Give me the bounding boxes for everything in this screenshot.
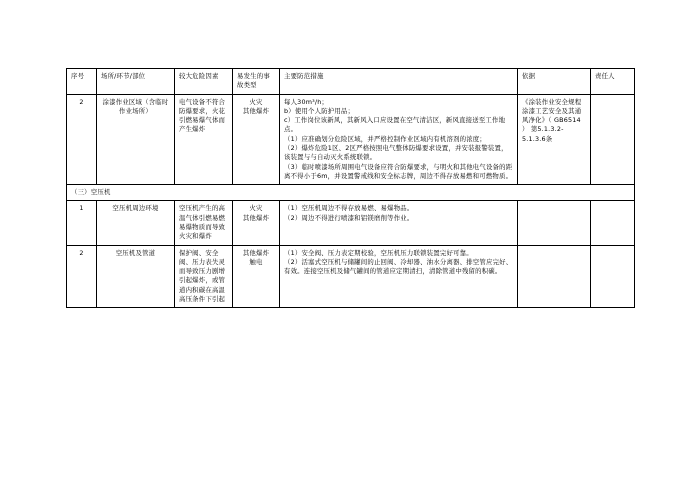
table-row: [67, 245, 635, 308]
table-section-row: [67, 185, 635, 201]
column-header-no: 序号: [67, 69, 97, 95]
cell-measures: 每人30m³/h； b）使用个人防护用品； c）工作岗位该新风，其新风入口应设置在空气清洁区，新风直接送至工作地点。 （1）应准确划分危险区域，并严格控制作业区域内有机溶剂的浓度； （2）爆炸危险1区、2区严格按照电气整体防爆要求设置，并安装报警装置，该装置与与自动灭火系统联锁。 （3）临时喷漆场所周围电气设备应符合防爆要求，与明火和其他电气设备的距离不得小于6m，并设置警戒线和安全标志牌，周边不得存放易燃和可燃物质。: [280, 94, 518, 185]
cell-no: 1: [67, 201, 97, 245]
cell-responsible-person: [591, 94, 635, 185]
cell-basis: [518, 201, 591, 245]
column-header-basis: 依据: [518, 69, 591, 95]
table-body: [67, 94, 635, 308]
cell-basis: 《涂装作业安全规程 涂漆工艺安全及其通风净化》（ GB6514 ） 第5.1.3.2-5.1.3.6条: [518, 94, 591, 185]
column-header-person: 责任人: [591, 69, 635, 95]
cell-measures: （1）安全阀、压力表定期校验，空压机压力联锁装置完好可靠。 （2）活塞式空压机与储罐间的止回阀、冷却器、油水分离器、排空管应完好、有效。连接空压机及储气罐间的管道应定期清扫，清除管道中残留的积碳。: [280, 245, 518, 308]
risk-control-table: [66, 68, 635, 308]
cell-no: 2: [67, 94, 97, 185]
cell-hazard: 保护阀、安全阀、压力表失灵而导致压力剧增引起爆炸，或管道内积碳在高温高压条件下引起: [175, 245, 233, 308]
cell-hazard: 空压机产生的高温气体引燃易燃易爆物质而导致火灾和爆炸: [175, 201, 233, 245]
section-title: （三）空压机: [67, 185, 635, 201]
column-header-hazard: 较大危险因素: [175, 69, 233, 95]
cell-responsible-person: [591, 201, 635, 245]
cell-basis: [518, 245, 591, 308]
cell-accident-type: 火灾 其他爆炸: [233, 201, 280, 245]
table-header-row: [67, 69, 635, 95]
table-header: [67, 69, 635, 95]
column-header-measures: 主要防范措施: [280, 69, 518, 95]
column-header-accident-type: 易发生的事故类型: [233, 69, 280, 95]
cell-accident-type: 其他爆炸 触电: [233, 245, 280, 308]
table-row: [67, 94, 635, 185]
column-header-place: 场所/环节/部位: [97, 69, 175, 95]
cell-place: 空压机及管道: [97, 245, 175, 308]
cell-place: 空压机周边环境: [97, 201, 175, 245]
cell-measures: （1）空压机周边不得存放易燃、易爆物品。 （2）周边不得进行喷漆和铝镁磨削等作业。: [280, 201, 518, 245]
table-row: [67, 201, 635, 245]
cell-no: 2: [67, 245, 97, 308]
cell-accident-type: 火灾 其他爆炸: [233, 94, 280, 185]
cell-hazard: 电气设备不符合防爆要求，火花引燃易爆气体而产生爆炸: [175, 94, 233, 185]
cell-responsible-person: [591, 245, 635, 308]
cell-place: 涂漆作业区域（含临时作业场所）: [97, 94, 175, 185]
